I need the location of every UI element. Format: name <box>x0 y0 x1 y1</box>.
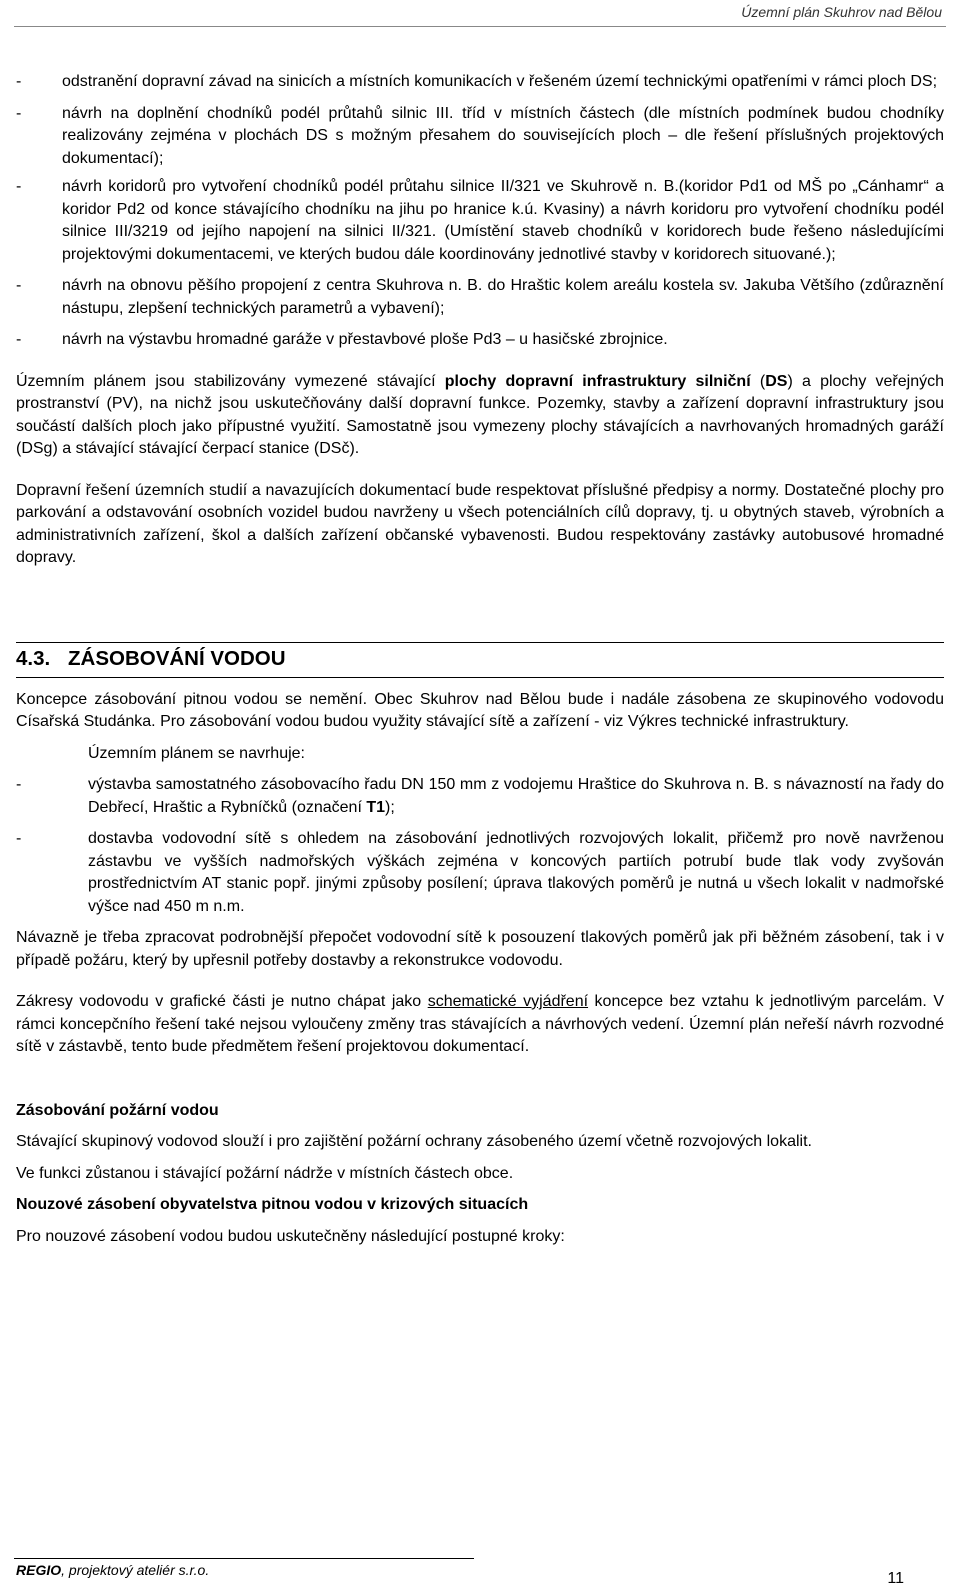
section-title: ZÁSOBOVÁNÍ VODOU <box>68 647 286 671</box>
list-item: - návrh na doplnění chodníků podél průtahů silnic III. tříd v místních částech (dle místních podmínek budou chodníky realizovány zejména v plochách DS s možným přesahem do souvisejících ploch – dle řešení příslušných projektových dokumentací); <box>16 103 944 171</box>
list-item: - dostavba vodovodní sítě s ohledem na zásobování jednotlivých rozvojových lokalit, přičemž pro nově navrženou zástavbu ve vyšších nadmořských výškách zejména v koncových partiích potrubí bude tlak vody zvyšován prostřednictvím AT stanic popř. jinými způsoby posílení; úprava tlakových poměrů je nutná u všech lokalit v nadmořské výšce nad 450 m n.m. <box>16 828 944 918</box>
footer <box>16 1562 209 1578</box>
list-item-text: výstavba samostatného zásobovacího řadu DN 150 mm z vodojemu Hraštice do Skuhrova n. B. s návazností na řady do Debřecí, Hraštic a Rybníčků (označení T1); <box>88 776 944 816</box>
subheading-emergency-water: Nouzové zásobení obyvatelstva pitnou vodou v krizových situacích <box>16 1196 529 1213</box>
list-item: - výstavba samostatného zásobovacího řadu DN 150 mm z vodojemu Hraštice do Skuhrova n. B. s návazností na řady do Debřecí, Hraštic a Rybníčků (označení T1); <box>16 774 944 819</box>
subheading-fire-water: Zásobování požární vodou <box>16 1101 219 1119</box>
list-item: - odstranění dopravní závad na sinicích a místních komunikacích v řešeném území technickými opatřeními v rámci ploch DS; <box>16 71 944 94</box>
proposal-intro: Územním plánem se navrhuje: <box>88 744 305 762</box>
list-item: - návrh na obnovu pěšího propojení z centra Skuhrova n. B. do Hraštic kolem areálu kostela sv. Jakuba Většího (zdůraznění nástupu, zlepšení technických parametrů a vybavení); <box>16 275 944 320</box>
list-item-text: návrh na doplnění chodníků podél průtahů silnic III. tříd v místních částech (dle místních podmínek budou chodníky realizovány zejména v plochách DS s možným přesahem do souvisejících ploch – dle řešení příslušných projektových dokumentací); <box>62 104 944 167</box>
paragraph-infrastructure: Územním plánem jsou stabilizovány vymezené stávající plochy dopravní infrastruktury silniční (DS) a plochy veřejných prostranství (PV), na nichž jsou uskutečňovány další dopravní funkce. Pozemky, stavby a zařízení dopravní infrastruktury jsou součástí dalších ploch jako přípustné využití. Samostatně jsou vymezeny plochy stávajících a navrhovaných hromadných garáží (DSg) a stávající stávající čerpací stanice (DSč). <box>16 372 945 457</box>
list-item-text: návrh na obnovu pěšího propojení z centra Skuhrova n. B. do Hraštic kolem areálu kostela sv. Jakuba Většího (zdůraznění nástupu, zlepšení technických parametrů a vybavení); <box>62 277 944 317</box>
paragraph-pressure: Návazně je třeba zpracovat podrobnější přepočet vodovodní sítě k posouzení tlakových poměrů jak při běžném zásobení, tak i v případě požáru, který by upřesnil potřeby dostavby a rekonstrukce vodovodu. <box>16 929 944 969</box>
paragraph-transport-solution: Dopravní řešení územních studií a navazujících dokumentací bude respektovat příslušné předpisy a normy. Dostatečné plochy pro parkování a odstavování osobních vozidel budou navrženy u všech potenciálních cílů dopravy, tj. u obytných staveb, výrobních a administrativních zařízení, škol a dalších zařízení občanské vybavenosti. Budou respektovány zastávky autobusové hromadné dopravy. <box>16 481 944 566</box>
paragraph-fire-tanks: Ve funkci zůstanou i stávající požární nádrže v místních částech obce. <box>16 1164 514 1182</box>
footer-company-rest: , projektový ateliér s.r.o. <box>61 1562 210 1578</box>
paragraph-drawings: Zákresy vodovodu v grafické části je nutno chápat jako schematické vyjádření koncepce bez vztahu k jednotlivým parcelám. V rámci koncepčního řešení také nejsou vyloučeny změny tras stávajících a návrhových vedení. Územní plán neřeší návrh rozvodné sítě v zástavbě, tento bude předmětem řešení projektovou dokumentací. <box>16 993 944 1055</box>
section-heading <box>16 642 944 678</box>
list-item-text: odstranění dopravní závad na sinicích a místních komunikacích v řešeném území technickými opatřeními v rámci ploch DS; <box>62 73 938 90</box>
paragraph-water-concept: Koncepce zásobování pitnou vodou se nemění. Obec Skuhrov nad Bělou bude i nadále zásobena ze skupinového vodovodu Císařská Studánka. Pro zásobování vodou budou využity stávající sítě a zařízení - viz Výkres technické infrastruktury. <box>16 690 944 730</box>
running-header: Územní plán Skuhrov nad Bělou <box>741 4 942 20</box>
list-item-text: dostavba vodovodní sítě s ohledem na zásobování jednotlivých rozvojových lokalit, přičemž pro nově navrženou zástavbu ve vyšších nadmořských výškách zejména v koncových partiích potrubí bude tlak vody zvyšován prostřednictvím AT stanic popř. jinými způsoby posílení; úprava tlakových poměrů je nutná u všech lokalit v nadmořské výšce nad 450 m n.m. <box>88 830 944 915</box>
list-item-text: návrh na výstavbu hromadné garáže v přestavbové ploše Pd3 – u hasičské zbrojnice. <box>62 331 668 348</box>
page-number: 11 <box>887 1570 904 1587</box>
list-item: - návrh koridorů pro vytvoření chodníků podél průtahu silnice II/321 ve Skuhrově n. B.(koridor Pd1 od MŠ po „Cánhamr“ a koridor Pd2 od konce stávajícího chodníku na jihu po hranice k.ú. Kvasiny) a návrh koridoru pro vytvoření chodníku podél silnice III/3219 od jejího napojení na silnici II/321. (Umístění staveb chodníků v koridorech bude řešeno následujícími projektovými dokumentacemi, ve kterých budou dále koordinovány jednotlivé stavby v koridorech situované.); <box>16 176 944 266</box>
section-number: 4.3. <box>16 647 51 671</box>
footer-company: REGIO <box>16 1562 62 1578</box>
header-rule <box>14 26 946 27</box>
main-content <box>16 71 944 1248</box>
list-item: - návrh na výstavbu hromadné garáže v přestavbové ploše Pd3 – u hasičské zbrojnice. <box>16 329 944 352</box>
list-item-text: návrh koridorů pro vytvoření chodníků podél průtahu silnice II/321 ve Skuhrově n. B.(koridor Pd1 od MŠ po „Cánhamr“ a koridor Pd2 od konce stávajícího chodníku na jihu po hranice k.ú. Kvasiny) a návrh koridoru pro vytvoření chodníku podél silnice III/3219 od jejího napojení na silnici II/321. (Umístění staveb chodníků v koridorech bude řešeno následujícími projektovými dokumentacemi, ve kterých budou dále koordinovány jednotlivé stavby v koridorech situované.); <box>62 178 944 263</box>
paragraph-emergency-water: Pro nouzové zásobení vodou budou uskutečněny následující postupné kroky: <box>16 1227 565 1245</box>
footer-rule <box>14 1558 474 1559</box>
paragraph-fire-water: Stávající skupinový vodovod slouží i pro zajištění požární ochrany zásobeného území včetně rozvojových lokalit. <box>16 1133 812 1150</box>
